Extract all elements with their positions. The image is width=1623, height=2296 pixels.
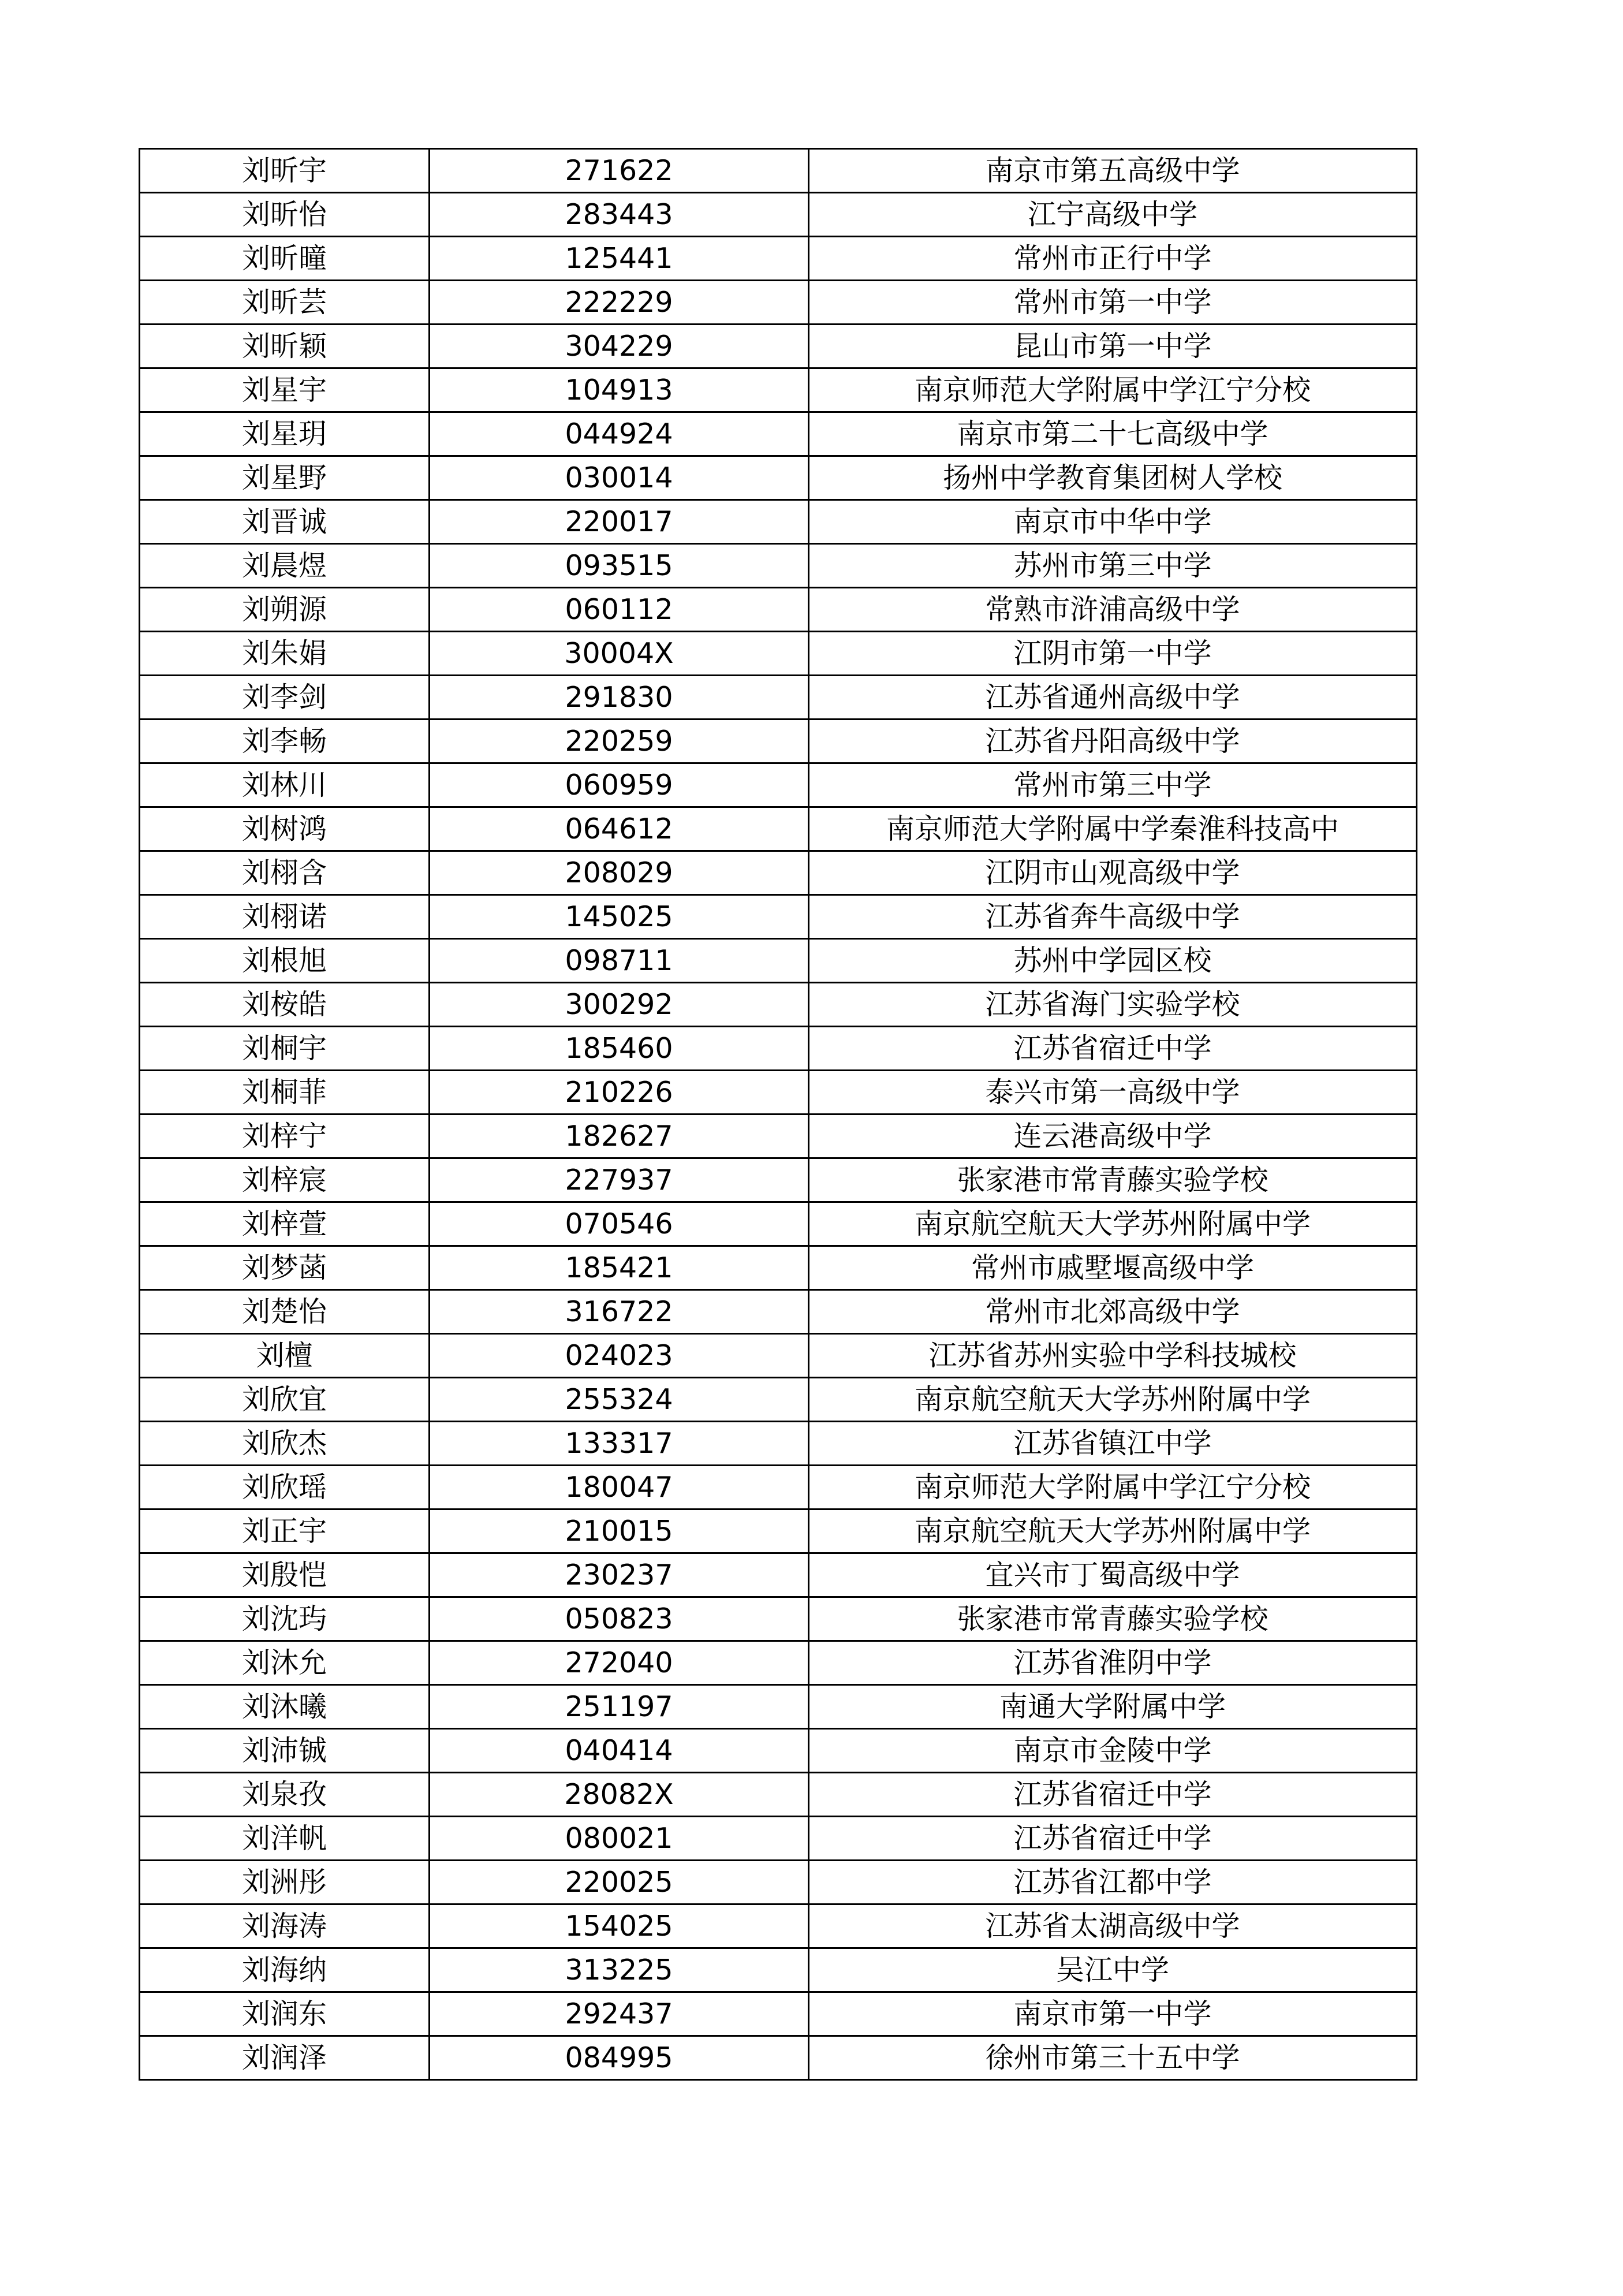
student-name-cell: 刘朱娟 [140, 632, 430, 676]
table-row [140, 1378, 1417, 1422]
student-name-cell: 刘梓宁 [140, 1115, 430, 1158]
student-id-cell: 220259 [430, 720, 809, 763]
table-row [140, 237, 1417, 281]
student-name-cell: 刘昕宇 [140, 149, 430, 193]
school-name-cell: 江苏省通州高级中学 [809, 676, 1417, 720]
student-name-cell: 刘梦菡 [140, 1246, 430, 1290]
school-name-cell: 南京航空航天大学苏州附属中学 [809, 1202, 1417, 1246]
school-name-cell: 南京市中华中学 [809, 500, 1417, 544]
student-id-cell: 060112 [430, 588, 809, 632]
school-name-cell: 江阴市山观高级中学 [809, 851, 1417, 895]
table-row [140, 983, 1417, 1027]
student-name-cell: 刘梓宸 [140, 1158, 430, 1202]
school-name-cell: 扬州中学教育集团树人学校 [809, 456, 1417, 500]
student-id-cell: 220017 [430, 500, 809, 544]
student-id-cell: 040414 [430, 1729, 809, 1773]
school-name-cell: 常州市第一中学 [809, 281, 1417, 325]
table-row [140, 1115, 1417, 1158]
student-name-cell: 刘沐允 [140, 1641, 430, 1685]
student-name-cell: 刘李剑 [140, 676, 430, 720]
student-name-cell: 刘昕怡 [140, 193, 430, 237]
school-name-cell: 宜兴市丁蜀高级中学 [809, 1553, 1417, 1597]
school-name-cell: 徐州市第三十五中学 [809, 2036, 1417, 2080]
student-id-cell: 133317 [430, 1422, 809, 1466]
school-name-cell: 南京师范大学附属中学秦淮科技高中 [809, 807, 1417, 851]
student-id-cell: 283443 [430, 193, 809, 237]
student-name-cell: 刘桉皓 [140, 983, 430, 1027]
student-id-cell: 182627 [430, 1115, 809, 1158]
student-id-cell: 208029 [430, 851, 809, 895]
table-row [140, 149, 1417, 193]
table-row [140, 544, 1417, 588]
school-name-cell: 吴江中学 [809, 1948, 1417, 1992]
school-name-cell: 张家港市常青藤实验学校 [809, 1597, 1417, 1641]
student-id-cell: 316722 [430, 1290, 809, 1334]
table-row [140, 807, 1417, 851]
table-row [140, 1992, 1417, 2036]
table-row [140, 456, 1417, 500]
student-id-cell: 125441 [430, 237, 809, 281]
student-name-cell: 刘洲彤 [140, 1861, 430, 1904]
student-name-cell: 刘欣瑶 [140, 1466, 430, 1509]
student-name-cell: 刘昕曈 [140, 237, 430, 281]
school-name-cell: 江苏省镇江中学 [809, 1422, 1417, 1466]
student-name-cell: 刘桐宇 [140, 1027, 430, 1071]
table-row [140, 1685, 1417, 1729]
student-id-cell: 227937 [430, 1158, 809, 1202]
table-row [140, 368, 1417, 412]
student-id-cell: 064612 [430, 807, 809, 851]
school-name-cell: 常熟市浒浦高级中学 [809, 588, 1417, 632]
school-name-cell: 常州市戚墅堰高级中学 [809, 1246, 1417, 1290]
school-name-cell: 苏州中学园区校 [809, 939, 1417, 983]
roster-table-body [140, 149, 1417, 2080]
student-name-cell: 刘沐曦 [140, 1685, 430, 1729]
student-name-cell: 刘润东 [140, 1992, 430, 2036]
student-id-cell: 300292 [430, 983, 809, 1027]
school-name-cell: 常州市正行中学 [809, 237, 1417, 281]
table-row [140, 1466, 1417, 1509]
student-id-cell: 291830 [430, 676, 809, 720]
school-name-cell: 南京市第一中学 [809, 1992, 1417, 2036]
student-name-cell: 刘星野 [140, 456, 430, 500]
school-name-cell: 昆山市第一中学 [809, 325, 1417, 368]
student-id-cell: 030014 [430, 456, 809, 500]
roster-table [139, 148, 1417, 2081]
student-id-cell: 098711 [430, 939, 809, 983]
student-name-cell: 刘润泽 [140, 2036, 430, 2080]
student-name-cell: 刘栩诺 [140, 895, 430, 939]
school-name-cell: 江苏省宿迁中学 [809, 1027, 1417, 1071]
table-row [140, 500, 1417, 544]
student-name-cell: 刘梓萱 [140, 1202, 430, 1246]
student-id-cell: 084995 [430, 2036, 809, 2080]
table-row [140, 632, 1417, 676]
student-name-cell: 刘星玥 [140, 412, 430, 456]
student-name-cell: 刘栩含 [140, 851, 430, 895]
school-name-cell: 江苏省江都中学 [809, 1861, 1417, 1904]
student-id-cell: 145025 [430, 895, 809, 939]
roster-sheet [139, 148, 1416, 2081]
student-id-cell: 080021 [430, 1817, 809, 1861]
student-name-cell: 刘桐菲 [140, 1071, 430, 1115]
student-name-cell: 刘欣宜 [140, 1378, 430, 1422]
school-name-cell: 南京航空航天大学苏州附属中学 [809, 1509, 1417, 1553]
school-name-cell: 南京师范大学附属中学江宁分校 [809, 368, 1417, 412]
student-id-cell: 272040 [430, 1641, 809, 1685]
school-name-cell: 泰兴市第一高级中学 [809, 1071, 1417, 1115]
student-name-cell: 刘林川 [140, 763, 430, 807]
student-id-cell: 185421 [430, 1246, 809, 1290]
student-name-cell: 刘楚怡 [140, 1290, 430, 1334]
table-row [140, 325, 1417, 368]
table-row [140, 895, 1417, 939]
student-id-cell: 255324 [430, 1378, 809, 1422]
student-name-cell: 刘泉孜 [140, 1773, 430, 1817]
table-row [140, 1729, 1417, 1773]
school-name-cell: 江阴市第一中学 [809, 632, 1417, 676]
school-name-cell: 南京市第二十七高级中学 [809, 412, 1417, 456]
student-id-cell: 313225 [430, 1948, 809, 1992]
school-name-cell: 江宁高级中学 [809, 193, 1417, 237]
school-name-cell: 南通大学附属中学 [809, 1685, 1417, 1729]
school-name-cell: 连云港高级中学 [809, 1115, 1417, 1158]
school-name-cell: 南京航空航天大学苏州附属中学 [809, 1378, 1417, 1422]
student-id-cell: 060959 [430, 763, 809, 807]
table-row [140, 851, 1417, 895]
student-id-cell: 210226 [430, 1071, 809, 1115]
student-id-cell: 210015 [430, 1509, 809, 1553]
school-name-cell: 江苏省海门实验学校 [809, 983, 1417, 1027]
school-name-cell: 江苏省丹阳高级中学 [809, 720, 1417, 763]
student-id-cell: 30004X [430, 632, 809, 676]
table-row [140, 1071, 1417, 1115]
school-name-cell: 江苏省奔牛高级中学 [809, 895, 1417, 939]
table-row [140, 1817, 1417, 1861]
table-row [140, 1861, 1417, 1904]
student-name-cell: 刘檀 [140, 1334, 430, 1378]
student-id-cell: 093515 [430, 544, 809, 588]
table-row [140, 1773, 1417, 1817]
table-row [140, 1948, 1417, 1992]
student-name-cell: 刘李畅 [140, 720, 430, 763]
table-row [140, 1334, 1417, 1378]
student-id-cell: 044924 [430, 412, 809, 456]
table-row [140, 1158, 1417, 1202]
student-name-cell: 刘昕颖 [140, 325, 430, 368]
table-row [140, 720, 1417, 763]
table-row [140, 1509, 1417, 1553]
student-name-cell: 刘沈玙 [140, 1597, 430, 1641]
student-name-cell: 刘朔源 [140, 588, 430, 632]
school-name-cell: 江苏省苏州实验中学科技城校 [809, 1334, 1417, 1378]
table-row [140, 1027, 1417, 1071]
table-row [140, 1202, 1417, 1246]
student-id-cell: 185460 [430, 1027, 809, 1071]
student-id-cell: 104913 [430, 368, 809, 412]
student-id-cell: 292437 [430, 1992, 809, 2036]
school-name-cell: 南京市第五高级中学 [809, 149, 1417, 193]
student-id-cell: 070546 [430, 1202, 809, 1246]
table-row [140, 412, 1417, 456]
student-name-cell: 刘洋帆 [140, 1817, 430, 1861]
student-id-cell: 222229 [430, 281, 809, 325]
student-id-cell: 230237 [430, 1553, 809, 1597]
table-row [140, 588, 1417, 632]
student-id-cell: 251197 [430, 1685, 809, 1729]
student-name-cell: 刘沛铖 [140, 1729, 430, 1773]
table-row [140, 1553, 1417, 1597]
student-name-cell: 刘海涛 [140, 1904, 430, 1948]
student-name-cell: 刘晨煜 [140, 544, 430, 588]
student-name-cell: 刘星宇 [140, 368, 430, 412]
table-row [140, 1904, 1417, 1948]
school-name-cell: 江苏省淮阴中学 [809, 1641, 1417, 1685]
student-id-cell: 154025 [430, 1904, 809, 1948]
school-name-cell: 江苏省太湖高级中学 [809, 1904, 1417, 1948]
table-row [140, 2036, 1417, 2080]
student-name-cell: 刘正宇 [140, 1509, 430, 1553]
school-name-cell: 常州市第三中学 [809, 763, 1417, 807]
student-name-cell: 刘殷恺 [140, 1553, 430, 1597]
table-row [140, 1422, 1417, 1466]
student-name-cell: 刘晋诚 [140, 500, 430, 544]
student-name-cell: 刘树鸿 [140, 807, 430, 851]
table-row [140, 676, 1417, 720]
school-name-cell: 南京师范大学附属中学江宁分校 [809, 1466, 1417, 1509]
student-name-cell: 刘根旭 [140, 939, 430, 983]
table-row [140, 1641, 1417, 1685]
table-row [140, 939, 1417, 983]
student-id-cell: 304229 [430, 325, 809, 368]
student-id-cell: 28082X [430, 1773, 809, 1817]
student-id-cell: 024023 [430, 1334, 809, 1378]
table-row [140, 1597, 1417, 1641]
school-name-cell: 张家港市常青藤实验学校 [809, 1158, 1417, 1202]
student-id-cell: 220025 [430, 1861, 809, 1904]
student-name-cell: 刘昕芸 [140, 281, 430, 325]
school-name-cell: 南京市金陵中学 [809, 1729, 1417, 1773]
student-name-cell: 刘欣杰 [140, 1422, 430, 1466]
school-name-cell: 江苏省宿迁中学 [809, 1773, 1417, 1817]
table-row [140, 281, 1417, 325]
school-name-cell: 苏州市第三中学 [809, 544, 1417, 588]
table-row [140, 1246, 1417, 1290]
student-name-cell: 刘海纳 [140, 1948, 430, 1992]
table-row [140, 1290, 1417, 1334]
student-id-cell: 271622 [430, 149, 809, 193]
student-id-cell: 050823 [430, 1597, 809, 1641]
table-row [140, 763, 1417, 807]
school-name-cell: 常州市北郊高级中学 [809, 1290, 1417, 1334]
table-row [140, 193, 1417, 237]
student-id-cell: 180047 [430, 1466, 809, 1509]
school-name-cell: 江苏省宿迁中学 [809, 1817, 1417, 1861]
